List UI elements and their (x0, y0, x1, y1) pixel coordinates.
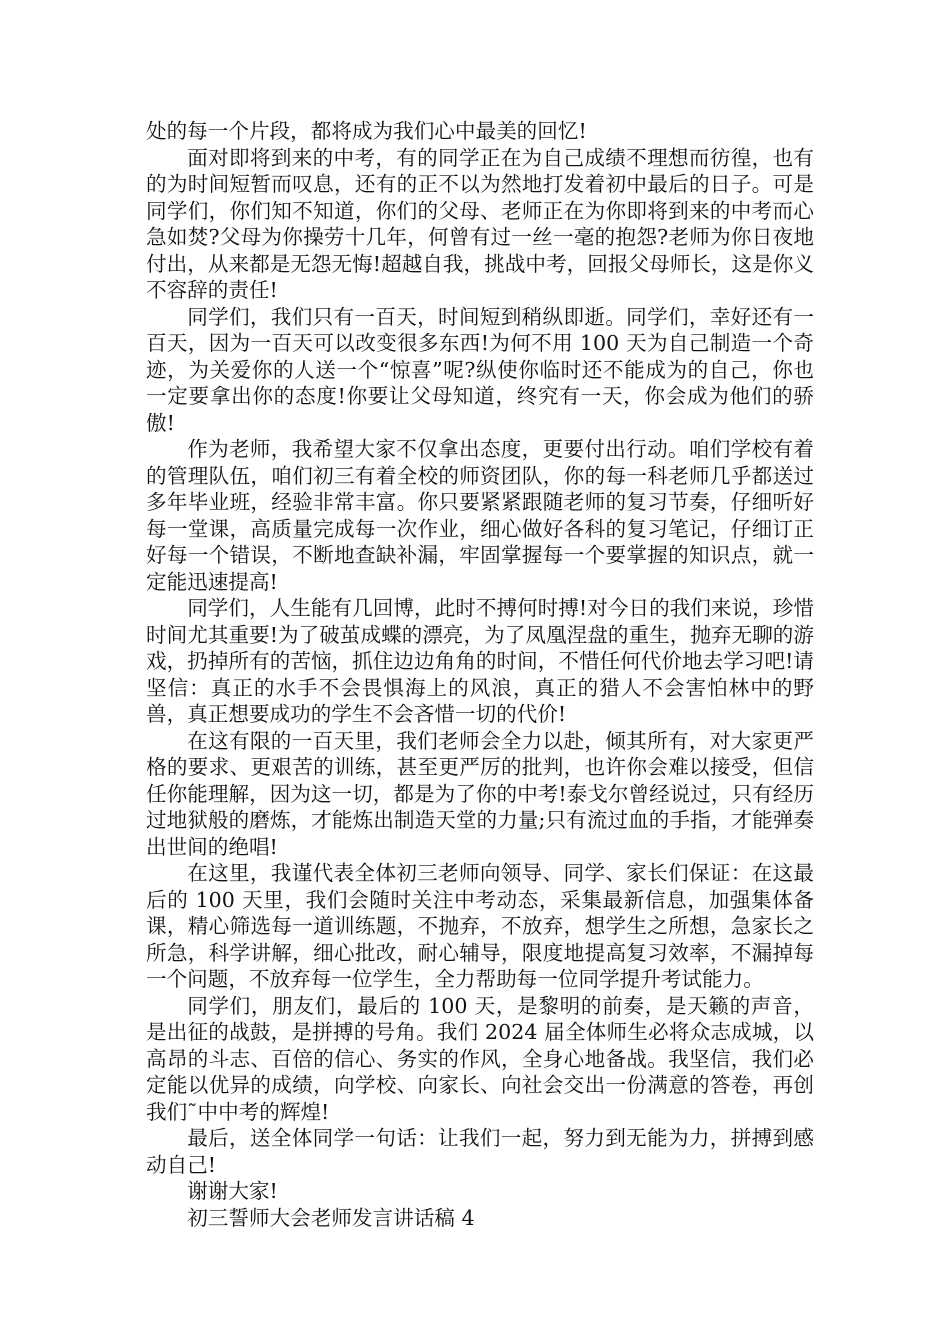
paragraph-teacher-commitment: 在这有限的一百天里，我们老师会全力以赴，倾其所有，对大家更严格的要求、更艰苦的训练，甚至更严厉的批判，也许你会难以接受，但信任你能理解，因为这一切，都是为了你的中考!泰戈尔曾经说过，只有经历过地狱般的磨炼，才能炼出制造天堂的力量;只有流过血的手指，才能弹奏出世间的绝唱! (146, 728, 814, 859)
paragraph-friends: 同学们，朋友们，最后的 100 天，是黎明的前奏，是天籁的声音，是出征的战鼓，是拼搏的号角。我们 2024 届全体师生必将众志成城，以高昂的斗志、百倍的信心、务实的作风，全身心地备战。我坚信，我们必定能以优异的成绩，向学校、向家长、向社会交出一份满意的答卷，再创我们˜中中考的辉煌! (146, 993, 814, 1124)
paragraph-cherish-time: 同学们，人生能有几回博，此时不搏何时搏!对今日的我们来说，珍惜时间尤其重要!为了破茧成蝶的漂亮，为了凤凰涅盘的重生，抛弃无聊的游戏，扔掉所有的苦恼，抓住边边角角的时间，不惜任何代价地去学习吧!请坚信：真正的水手不会畏惧海上的风浪，真正的猎人不会害怕林中的野兽，真正想要成功的学生不会吝惜一切的代价! (146, 596, 814, 726)
paragraph-guarantee: 在这里，我谨代表全体初三老师向领导、同学、家长们保证：在这最后的 100 天里，我们会随时关注中考动态，采集最新信息，加强集体备课，精心筛选每一道训练题，不抛弃，不放弃，想学生之所想，急家长之所急，科学讲解，细心批改，耐心辅导，限度地提高复习效率，不漏掉每一个问题，不放弃每一位学生，全力帮助每一位同学提升考试能力。 (146, 861, 814, 991)
paragraph-continued: 处的每一个片段，都将成为我们心中最美的回忆! (146, 119, 587, 143)
paragraph-final-words: 最后，送全体同学一句话：让我们一起，努力到无能为力，拼搏到感动自己! (146, 1126, 814, 1177)
document-page (146, 118, 814, 1231)
paragraph-thanks: 谢谢大家! (187, 1179, 278, 1203)
paragraph-teacher-hope: 作为老师，我希望大家不仅拿出态度，更要付出行动。咱们学校有着的管理队伍，咱们初三有着全校的师资团队，你的每一科老师几乎都送过多年毕业班，经验非常丰富。你只要紧紧跟随老师的复习节奏，仔细听好每一堂课，高质量完成每一次作业，细心做好各科的复习笔记，仔细订正好每一个错误，不断地查缺补漏，牢固掌握每一个要掌握的知识点，就一定能迅速提高! (146, 437, 814, 594)
paragraph-hundred-days: 同学们，我们只有一百天，时间短到稍纵即逝。同学们，幸好还有一百天，因为一百天可以改变很多东西!为何不用 100 天为自己制造一个奇迹，为关爱你的人送一个“惊喜”呢?纵使你临时还不能成为的自己，你也一定要拿出你的态度!你要让父母知道，终究有一天，你会成为他们的骄傲! (146, 304, 814, 435)
paragraph-exam-anxiety: 面对即将到来的中考，有的同学正在为自己成绩不理想而彷徨，也有的为时间短暂而叹息，还有的正不以为然地打发着初中最后的日子。可是同学们，你们知不知道，你们的父母、老师正在为你即将到来的中考而心急如焚?父母为你操劳十几年，何曾有过一丝一毫的抱怨?老师为你日夜地付出，从来都是无怨无悔!超越自我，挑战中考，回报父母师长，这是你义不容辞的责任! (146, 145, 814, 302)
next-speech-title: 初三誓师大会老师发言讲话稿 4 (187, 1205, 475, 1230)
